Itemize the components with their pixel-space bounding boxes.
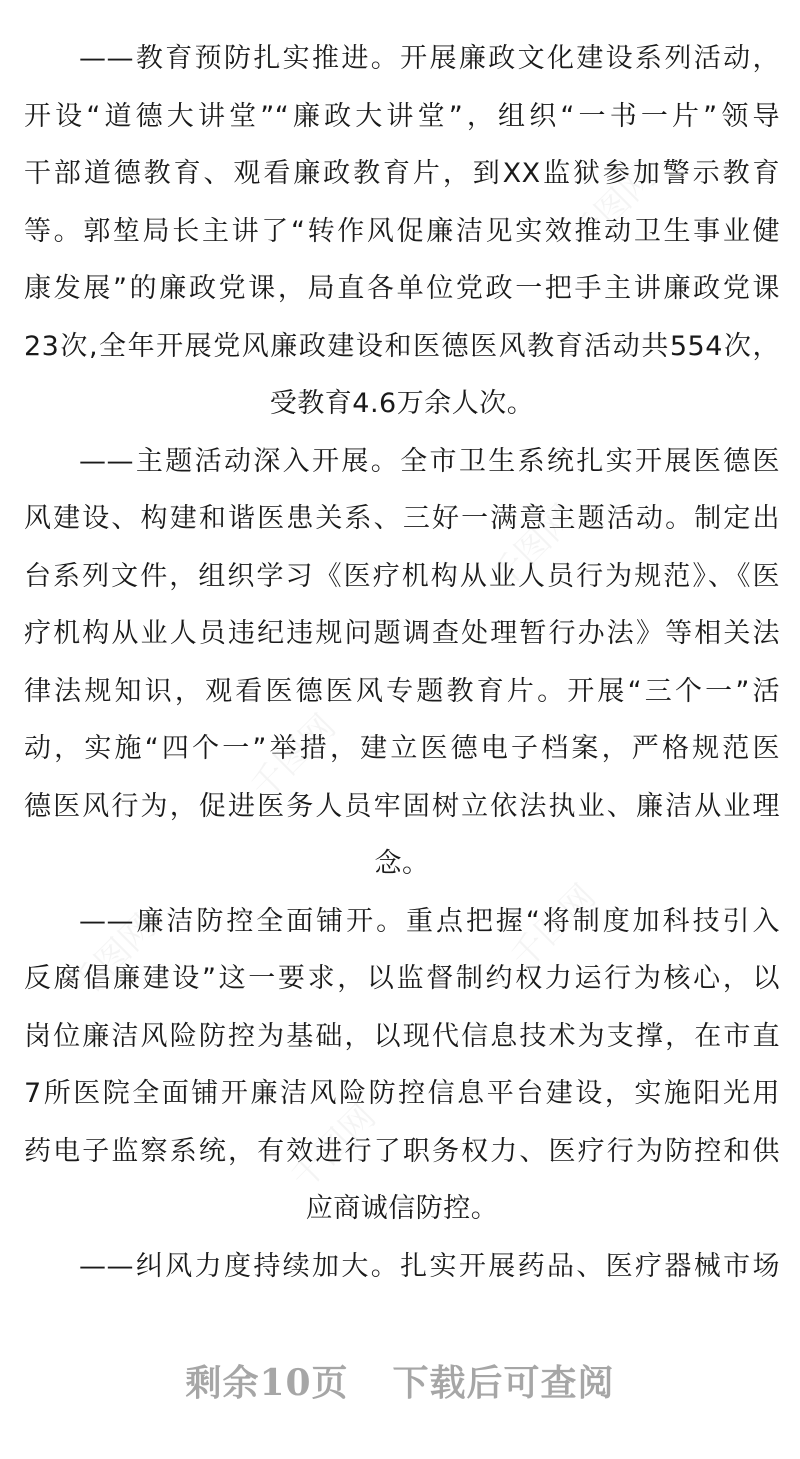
paragraph-line: 风建设、构建和谐医患关系、三好一满意主题活动。制定出 — [24, 503, 780, 534]
paragraph-line: 23次,全年开展党风廉政建设和医德医风教育活动共554次， — [24, 330, 780, 362]
remaining-pages-label: 剩余10页 — [185, 1362, 349, 1404]
paragraph-line: 干部道德教育、观看廉政教育片，到XX监狱参加警示教育 — [24, 158, 780, 189]
paragraph-first-line: ——纠风力度持续加大。扎实开展药品、医疗器械市场 — [79, 1250, 780, 1282]
paragraph-line: 7所医院全面铺开廉洁风险防控信息平台建设，实施阳光用 — [24, 1078, 780, 1109]
paragraph-line: 疗机构从业人员违纪违规问题调查处理暂行办法》等相关法 — [24, 618, 780, 649]
paragraph-line: 律法规知识，观看医德医风专题教育片。开展“三个一”活 — [24, 675, 780, 707]
download-to-read-label: 下载后可查阅 — [392, 1362, 615, 1404]
paragraph-line: 岗位廉洁风险防控为基础，以现代信息技术为支撑，在市直 — [24, 1020, 780, 1052]
paragraph-line: 开设“道德大讲堂”“廉政大讲堂”，组织“一书一片”领导 — [24, 100, 780, 132]
remaining-pages-banner[interactable] — [0, 1355, 800, 1406]
paragraph-line: 康发展”的廉政党课，局直各单位党政一把手主讲廉政党课 — [24, 273, 780, 304]
paragraph-line: 台系列文件，组织学习《医疗机构从业人员行为规范》、《医 — [24, 560, 780, 592]
paragraph-line: 应商诚信防控。 — [305, 1193, 499, 1224]
paragraph-line: 药电子监察系统，有效进行了职务权力、医疗行为防控和供 — [24, 1135, 780, 1167]
paragraph-line: 念。 — [374, 848, 430, 879]
paragraph-line: 德医风行为，促进医务人员牢固树立依法执业、廉洁从业理 — [24, 790, 780, 822]
paragraph-first-line: ——教育预防扎实推进。开展廉政文化建设系列活动， — [79, 43, 780, 74]
paragraph-line: 受教育4.6万余人次。 — [269, 388, 535, 419]
paragraph-first-line: ——廉洁防控全面铺开。重点把握“将制度加科技引入 — [79, 905, 780, 937]
document-body — [24, 30, 780, 1295]
paragraph-line: 反腐倡廉建设”这一要求，以监督制约权力运行为核心，以 — [24, 963, 780, 994]
paragraph-line: 等。郭堏局长主讲了“转作风促廉洁见实效推动卫生事业健 — [24, 215, 780, 247]
paragraph-first-line: ——主题活动深入开展。全市卫生系统扎实开展医德医 — [79, 445, 780, 477]
paragraph-line: 动，实施“四个一”举措，建立医德电子档案，严格规范医 — [24, 733, 780, 764]
